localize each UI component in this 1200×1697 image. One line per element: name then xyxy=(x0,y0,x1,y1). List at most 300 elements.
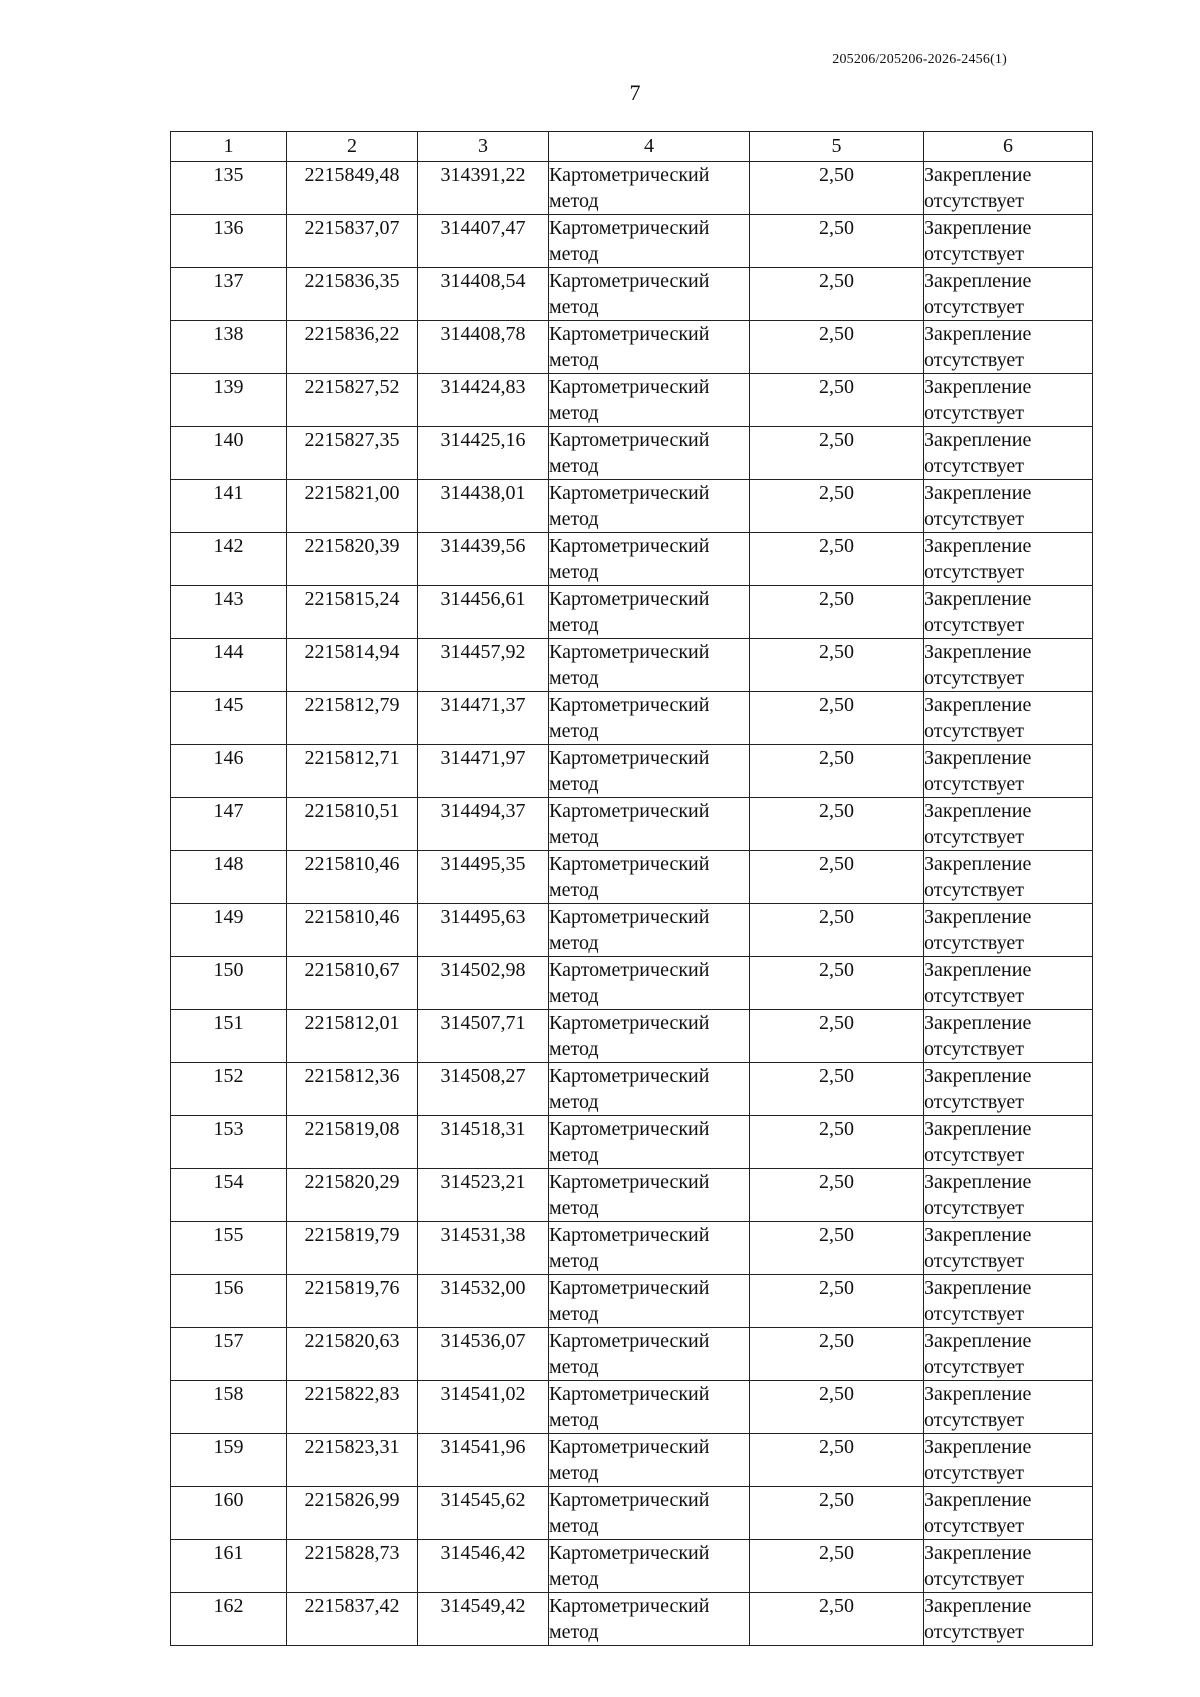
method-line: Картометрический xyxy=(549,270,710,292)
coordinate-x: 2215812,71 xyxy=(287,745,418,798)
accuracy: 2,50 xyxy=(750,798,924,851)
coordinate-x: 2215819,79 xyxy=(287,1222,418,1275)
coordinate-x: 2215820,63 xyxy=(287,1328,418,1381)
table-body xyxy=(171,162,1093,1646)
coordinate-x: 2215822,83 xyxy=(287,1381,418,1434)
fixing-line: Закрепление xyxy=(924,588,1032,610)
method-line: метод xyxy=(549,1462,599,1484)
fixing-line: Закрепление xyxy=(924,376,1032,398)
coordinate-y: 314494,37 xyxy=(418,798,549,851)
method-cell xyxy=(549,1116,750,1169)
fixing-line: отсутствует xyxy=(924,1515,1025,1537)
coordinate-y: 314408,54 xyxy=(418,268,549,321)
fixing-cell xyxy=(924,162,1093,215)
fixing-cell xyxy=(924,639,1093,692)
method-line: Картометрический xyxy=(549,800,710,822)
coordinate-x: 2215836,22 xyxy=(287,321,418,374)
fixing-cell xyxy=(924,215,1093,268)
method-cell xyxy=(549,1222,750,1275)
fixing-line: Закрепление xyxy=(924,217,1032,239)
table-row xyxy=(171,215,1093,268)
method-line: Картометрический xyxy=(549,694,710,716)
fixing-cell xyxy=(924,586,1093,639)
method-cell xyxy=(549,586,750,639)
accuracy: 2,50 xyxy=(750,374,924,427)
coordinate-y: 314546,42 xyxy=(418,1540,549,1593)
fixing-line: Закрепление xyxy=(924,535,1032,557)
point-number: 139 xyxy=(171,374,287,427)
coordinate-y: 314471,97 xyxy=(418,745,549,798)
method-line: Картометрический xyxy=(549,1330,710,1352)
method-cell xyxy=(549,1434,750,1487)
fixing-line: Закрепление xyxy=(924,1012,1032,1034)
accuracy: 2,50 xyxy=(750,1222,924,1275)
method-line: Картометрический xyxy=(549,906,710,928)
method-cell xyxy=(549,268,750,321)
point-number: 160 xyxy=(171,1487,287,1540)
fixing-line: отсутствует xyxy=(924,1568,1025,1590)
method-cell xyxy=(549,1010,750,1063)
coordinate-x: 2215812,36 xyxy=(287,1063,418,1116)
method-line: метод xyxy=(549,296,599,318)
method-line: Картометрический xyxy=(549,853,710,875)
accuracy: 2,50 xyxy=(750,480,924,533)
fixing-line: отсутствует xyxy=(924,879,1025,901)
fixing-cell xyxy=(924,1540,1093,1593)
fixing-line: Закрепление xyxy=(924,482,1032,504)
method-line: метод xyxy=(549,985,599,1007)
method-line: метод xyxy=(549,1568,599,1590)
method-line: метод xyxy=(549,826,599,848)
coordinate-y: 314425,16 xyxy=(418,427,549,480)
coordinate-x: 2215810,46 xyxy=(287,904,418,957)
fixing-cell xyxy=(924,1116,1093,1169)
accuracy: 2,50 xyxy=(750,427,924,480)
accuracy: 2,50 xyxy=(750,1063,924,1116)
fixing-line: Закрепление xyxy=(924,800,1032,822)
fixing-line: отсутствует xyxy=(924,508,1025,530)
point-number: 156 xyxy=(171,1275,287,1328)
accuracy: 2,50 xyxy=(750,215,924,268)
table-row xyxy=(171,480,1093,533)
method-line: метод xyxy=(549,1197,599,1219)
page-number: 7 xyxy=(629,80,641,105)
fixing-cell xyxy=(924,692,1093,745)
method-line: метод xyxy=(549,190,599,212)
fixing-line: Закрепление xyxy=(924,1383,1032,1405)
method-cell xyxy=(549,1487,750,1540)
fixing-line: Закрепление xyxy=(924,1542,1032,1564)
method-line: метод xyxy=(549,1409,599,1431)
method-line: Картометрический xyxy=(549,217,710,239)
fixing-line: отсутствует xyxy=(924,1091,1025,1113)
coordinate-y: 314536,07 xyxy=(418,1328,549,1381)
point-number: 158 xyxy=(171,1381,287,1434)
method-line: Картометрический xyxy=(549,482,710,504)
coordinate-x: 2215812,79 xyxy=(287,692,418,745)
fixing-cell xyxy=(924,321,1093,374)
method-line: Картометрический xyxy=(549,959,710,981)
method-line: Картометрический xyxy=(549,1224,710,1246)
method-line: метод xyxy=(549,614,599,636)
accuracy: 2,50 xyxy=(750,1540,924,1593)
method-cell xyxy=(549,798,750,851)
fixing-line: Закрепление xyxy=(924,747,1032,769)
accuracy: 2,50 xyxy=(750,533,924,586)
method-line: Картометрический xyxy=(549,588,710,610)
coordinate-y: 314531,38 xyxy=(418,1222,549,1275)
method-line: метод xyxy=(549,1515,599,1537)
coordinate-x: 2215827,35 xyxy=(287,427,418,480)
method-cell xyxy=(549,1275,750,1328)
coordinate-y: 314391,22 xyxy=(418,162,549,215)
fixing-line: Закрепление xyxy=(924,1277,1032,1299)
method-cell xyxy=(549,374,750,427)
accuracy: 2,50 xyxy=(750,1487,924,1540)
accuracy: 2,50 xyxy=(750,957,924,1010)
table-row xyxy=(171,1381,1093,1434)
fixing-line: отсутствует xyxy=(924,1250,1025,1272)
fixing-line: Закрепление xyxy=(924,1489,1032,1511)
fixing-line: Закрепление xyxy=(924,323,1032,345)
table-row xyxy=(171,639,1093,692)
fixing-cell xyxy=(924,427,1093,480)
accuracy: 2,50 xyxy=(750,745,924,798)
fixing-line: Закрепление xyxy=(924,270,1032,292)
method-line: метод xyxy=(549,667,599,689)
fixing-line: отсутствует xyxy=(924,826,1025,848)
point-number: 142 xyxy=(171,533,287,586)
accuracy: 2,50 xyxy=(750,1593,924,1646)
method-line: метод xyxy=(549,773,599,795)
accuracy: 2,50 xyxy=(750,1328,924,1381)
coordinate-y: 314408,78 xyxy=(418,321,549,374)
point-number: 144 xyxy=(171,639,287,692)
fixing-cell xyxy=(924,1434,1093,1487)
method-line: метод xyxy=(549,508,599,530)
table-row xyxy=(171,1222,1093,1275)
table-row xyxy=(171,1487,1093,1540)
method-cell xyxy=(549,904,750,957)
accuracy: 2,50 xyxy=(750,1434,924,1487)
fixing-line: Закрепление xyxy=(924,694,1032,716)
fixing-line: Закрепление xyxy=(924,1171,1032,1193)
document-id: 205206/205206-2026-2456(1) xyxy=(832,52,1007,67)
method-cell xyxy=(549,639,750,692)
coordinate-x: 2215815,24 xyxy=(287,586,418,639)
fixing-line: Закрепление xyxy=(924,853,1032,875)
coordinates-table xyxy=(170,131,1093,1646)
fixing-line: отсутствует xyxy=(924,932,1025,954)
fixing-line: отсутствует xyxy=(924,190,1025,212)
method-line: Картометрический xyxy=(549,376,710,398)
method-line: метод xyxy=(549,1038,599,1060)
fixing-line: Закрепление xyxy=(924,641,1032,663)
fixing-cell xyxy=(924,268,1093,321)
accuracy: 2,50 xyxy=(750,1275,924,1328)
method-line: Картометрический xyxy=(549,1065,710,1087)
table-row xyxy=(171,1434,1093,1487)
table-row xyxy=(171,1116,1093,1169)
fixing-line: отсутствует xyxy=(924,1356,1025,1378)
coordinate-y: 314471,37 xyxy=(418,692,549,745)
accuracy: 2,50 xyxy=(750,268,924,321)
table-row xyxy=(171,1593,1093,1646)
method-line: метод xyxy=(549,1303,599,1325)
point-number: 152 xyxy=(171,1063,287,1116)
column-header-5: 5 xyxy=(750,132,924,162)
coordinate-y: 314439,56 xyxy=(418,533,549,586)
method-line: метод xyxy=(549,1621,599,1643)
table-header xyxy=(171,132,1093,162)
fixing-cell xyxy=(924,1381,1093,1434)
method-cell xyxy=(549,480,750,533)
accuracy: 2,50 xyxy=(750,639,924,692)
point-number: 159 xyxy=(171,1434,287,1487)
coordinate-x: 2215810,67 xyxy=(287,957,418,1010)
fixing-line: отсутствует xyxy=(924,667,1025,689)
method-line: Картометрический xyxy=(549,1542,710,1564)
column-header-3: 3 xyxy=(418,132,549,162)
method-cell xyxy=(549,427,750,480)
fixing-line: отсутствует xyxy=(924,720,1025,742)
table-row xyxy=(171,745,1093,798)
method-line: метод xyxy=(549,402,599,424)
method-cell xyxy=(549,957,750,1010)
fixing-line: Закрепление xyxy=(924,429,1032,451)
method-cell xyxy=(549,1328,750,1381)
column-header-2: 2 xyxy=(287,132,418,162)
fixing-cell xyxy=(924,957,1093,1010)
method-line: Картометрический xyxy=(549,1118,710,1140)
point-number: 143 xyxy=(171,586,287,639)
accuracy: 2,50 xyxy=(750,321,924,374)
method-line: Картометрический xyxy=(549,1595,710,1617)
header-row xyxy=(171,132,1093,162)
table-row xyxy=(171,374,1093,427)
accuracy: 2,50 xyxy=(750,851,924,904)
point-number: 151 xyxy=(171,1010,287,1063)
coordinate-y: 314495,35 xyxy=(418,851,549,904)
fixing-line: Закрепление xyxy=(924,1065,1032,1087)
method-line: метод xyxy=(549,1144,599,1166)
accuracy: 2,50 xyxy=(750,586,924,639)
method-cell xyxy=(549,1381,750,1434)
fixing-line: отсутствует xyxy=(924,1197,1025,1219)
table-row xyxy=(171,321,1093,374)
fixing-line: отсутствует xyxy=(924,349,1025,371)
fixing-cell xyxy=(924,1010,1093,1063)
coordinate-x: 2215826,99 xyxy=(287,1487,418,1540)
coordinate-x: 2215827,52 xyxy=(287,374,418,427)
fixing-cell xyxy=(924,745,1093,798)
coordinate-y: 314541,02 xyxy=(418,1381,549,1434)
table-row xyxy=(171,1010,1093,1063)
coordinate-x: 2215837,42 xyxy=(287,1593,418,1646)
column-header-1: 1 xyxy=(171,132,287,162)
point-number: 135 xyxy=(171,162,287,215)
point-number: 150 xyxy=(171,957,287,1010)
method-line: метод xyxy=(549,1250,599,1272)
coordinate-x: 2215819,76 xyxy=(287,1275,418,1328)
coordinate-x: 2215823,31 xyxy=(287,1434,418,1487)
fixing-cell xyxy=(924,904,1093,957)
point-number: 148 xyxy=(171,851,287,904)
point-number: 154 xyxy=(171,1169,287,1222)
fixing-line: Закрепление xyxy=(924,1595,1032,1617)
fixing-cell xyxy=(924,1487,1093,1540)
coordinate-y: 314523,21 xyxy=(418,1169,549,1222)
method-line: Картометрический xyxy=(549,641,710,663)
fixing-line: Закрепление xyxy=(924,1330,1032,1352)
accuracy: 2,50 xyxy=(750,1169,924,1222)
fixing-line: отсутствует xyxy=(924,455,1025,477)
fixing-line: отсутствует xyxy=(924,773,1025,795)
point-number: 162 xyxy=(171,1593,287,1646)
coordinate-x: 2215828,73 xyxy=(287,1540,418,1593)
method-line: Картометрический xyxy=(549,535,710,557)
method-line: метод xyxy=(549,1356,599,1378)
table-row xyxy=(171,1540,1093,1593)
fixing-cell xyxy=(924,480,1093,533)
coordinate-x: 2215821,00 xyxy=(287,480,418,533)
point-number: 145 xyxy=(171,692,287,745)
coordinate-y: 314549,42 xyxy=(418,1593,549,1646)
method-line: метод xyxy=(549,561,599,583)
fixing-line: отсутствует xyxy=(924,296,1025,318)
coordinate-y: 314502,98 xyxy=(418,957,549,1010)
method-cell xyxy=(549,533,750,586)
method-line: метод xyxy=(549,349,599,371)
method-cell xyxy=(549,215,750,268)
fixing-cell xyxy=(924,1063,1093,1116)
fixing-line: Закрепление xyxy=(924,1118,1032,1140)
point-number: 136 xyxy=(171,215,287,268)
method-cell xyxy=(549,321,750,374)
fixing-cell xyxy=(924,1169,1093,1222)
coordinate-y: 314507,71 xyxy=(418,1010,549,1063)
coordinate-x: 2215812,01 xyxy=(287,1010,418,1063)
table-row xyxy=(171,427,1093,480)
coordinate-y: 314456,61 xyxy=(418,586,549,639)
table-row xyxy=(171,1169,1093,1222)
table-row xyxy=(171,1328,1093,1381)
accuracy: 2,50 xyxy=(750,904,924,957)
fixing-line: отсутствует xyxy=(924,1621,1025,1643)
coordinate-x: 2215810,51 xyxy=(287,798,418,851)
fixing-line: отсутствует xyxy=(924,561,1025,583)
method-cell xyxy=(549,1593,750,1646)
method-line: Картометрический xyxy=(549,1489,710,1511)
method-line: Картометрический xyxy=(549,164,710,186)
fixing-cell xyxy=(924,1222,1093,1275)
method-line: Картометрический xyxy=(549,323,710,345)
table-row xyxy=(171,533,1093,586)
accuracy: 2,50 xyxy=(750,1116,924,1169)
point-number: 153 xyxy=(171,1116,287,1169)
table-row xyxy=(171,904,1093,957)
accuracy: 2,50 xyxy=(750,162,924,215)
method-cell xyxy=(549,1063,750,1116)
coordinate-x: 2215837,07 xyxy=(287,215,418,268)
fixing-line: Закрепление xyxy=(924,1436,1032,1458)
coordinate-y: 314541,96 xyxy=(418,1434,549,1487)
method-line: Картометрический xyxy=(549,1383,710,1405)
accuracy: 2,50 xyxy=(750,1010,924,1063)
fixing-cell xyxy=(924,374,1093,427)
method-line: метод xyxy=(549,455,599,477)
table-row xyxy=(171,851,1093,904)
fixing-line: Закрепление xyxy=(924,1224,1032,1246)
fixing-line: отсутствует xyxy=(924,1144,1025,1166)
coordinate-x: 2215836,35 xyxy=(287,268,418,321)
method-line: Картометрический xyxy=(549,747,710,769)
fixing-line: отсутствует xyxy=(924,243,1025,265)
coordinate-y: 314457,92 xyxy=(418,639,549,692)
coordinate-y: 314518,31 xyxy=(418,1116,549,1169)
coordinate-y: 314532,00 xyxy=(418,1275,549,1328)
fixing-line: отсутствует xyxy=(924,985,1025,1007)
fixing-line: Закрепление xyxy=(924,959,1032,981)
method-cell xyxy=(549,1169,750,1222)
method-line: метод xyxy=(549,932,599,954)
method-line: Картометрический xyxy=(549,1436,710,1458)
fixing-line: Закрепление xyxy=(924,164,1032,186)
coordinate-y: 314407,47 xyxy=(418,215,549,268)
coordinate-x: 2215819,08 xyxy=(287,1116,418,1169)
point-number: 138 xyxy=(171,321,287,374)
method-line: метод xyxy=(549,243,599,265)
method-line: Картометрический xyxy=(549,429,710,451)
point-number: 137 xyxy=(171,268,287,321)
point-number: 155 xyxy=(171,1222,287,1275)
point-number: 149 xyxy=(171,904,287,957)
coordinate-y: 314424,83 xyxy=(418,374,549,427)
method-line: метод xyxy=(549,720,599,742)
fixing-cell xyxy=(924,851,1093,904)
coordinate-x: 2215820,39 xyxy=(287,533,418,586)
table-row xyxy=(171,798,1093,851)
table-row xyxy=(171,957,1093,1010)
fixing-line: отсутствует xyxy=(924,1462,1025,1484)
table-row xyxy=(171,1063,1093,1116)
point-number: 140 xyxy=(171,427,287,480)
table-row xyxy=(171,268,1093,321)
point-number: 146 xyxy=(171,745,287,798)
coordinate-y: 314508,27 xyxy=(418,1063,549,1116)
point-number: 161 xyxy=(171,1540,287,1593)
coordinate-y: 314495,63 xyxy=(418,904,549,957)
coordinate-x: 2215820,29 xyxy=(287,1169,418,1222)
method-cell xyxy=(549,1540,750,1593)
fixing-line: Закрепление xyxy=(924,906,1032,928)
fixing-line: отсутствует xyxy=(924,1038,1025,1060)
fixing-line: отсутствует xyxy=(924,1409,1025,1431)
fixing-cell xyxy=(924,1275,1093,1328)
point-number: 147 xyxy=(171,798,287,851)
table-row xyxy=(171,1275,1093,1328)
column-header-4: 4 xyxy=(549,132,750,162)
fixing-line: отсутствует xyxy=(924,402,1025,424)
method-cell xyxy=(549,851,750,904)
table-row xyxy=(171,162,1093,215)
method-line: метод xyxy=(549,1091,599,1113)
coordinate-y: 314545,62 xyxy=(418,1487,549,1540)
point-number: 157 xyxy=(171,1328,287,1381)
method-cell xyxy=(549,745,750,798)
accuracy: 2,50 xyxy=(750,1381,924,1434)
method-cell xyxy=(549,692,750,745)
